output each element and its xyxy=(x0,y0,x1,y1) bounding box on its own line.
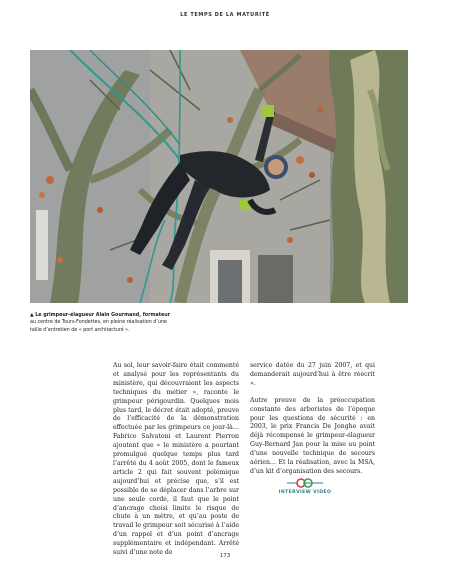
caption-bullet-icon: ▲ xyxy=(30,313,34,318)
body-column-left xyxy=(113,362,239,558)
body-paragraph: Autre preuve de la préoccupation constante des arboristes de l’époque pour les questions de sécurité : en 2003, le prix Francis De Jonghe avait déjà récompensé le grimpeur-élagueur Guy-Bernard Jan pour la mise au point d’une nouvelle technique de secours aérien… Et la réalisation, avec la MSA, d’un kit d’organisation des secours. xyxy=(250,396,375,475)
photo-tree-climber xyxy=(30,50,408,303)
body-paragraph: service datée du 27 juin 2007, et qui demanderait aujourd’hui à être réécrit ». xyxy=(250,362,375,387)
interview-video-link[interactable] xyxy=(250,478,360,495)
caption-lead: Le grimpeur-élagueur Alain Gourmand, formateur xyxy=(35,313,171,318)
page-number: 173 xyxy=(219,553,231,559)
running-head: LE TEMPS DE LA MATURITÉ xyxy=(180,12,270,18)
video-rings-icon xyxy=(287,478,323,488)
body-column-right xyxy=(250,362,375,477)
photo-caption xyxy=(30,312,180,334)
interview-video-label: INTERVIEW VIDÉO xyxy=(278,490,332,495)
caption-text: au centre de Tours-Fondettes, en pleine réalisation d’une taille d’entretien de « port architecturé ». xyxy=(30,320,167,333)
body-paragraph: Au sol, leur savoir-faire était commenté et analysé pour les représentants du ministère, qui découvraient les aspects techniques du métier », raconte le grimpeur périgourdin. Quelques mois plus tard, le décret était adopté, preuve de l’efficacité de la démonstration effectuée par les grimpeurs ce jour-là… Fabrice Salvatoni et Laurent Pierron ajoutent que « le ministère a pourtant promulgué quelque temps plus tard l’arrêté du 4 août 2005, dont le fameux article 2 qui fait souvent polémique aujourd’hui et précise que, s’il est possible de se déplacer dans l’arbre sur une seule corde, il faut que le point d’ancrage choisi limite le risque de chute à un mètre, et qu’au poste de travail le grimpeur soit sécurisé à l’aide d’un rappel et d’un point d’ancrage supplémentaire et indépendant. Arrêté suivi d’une note de xyxy=(113,362,239,557)
